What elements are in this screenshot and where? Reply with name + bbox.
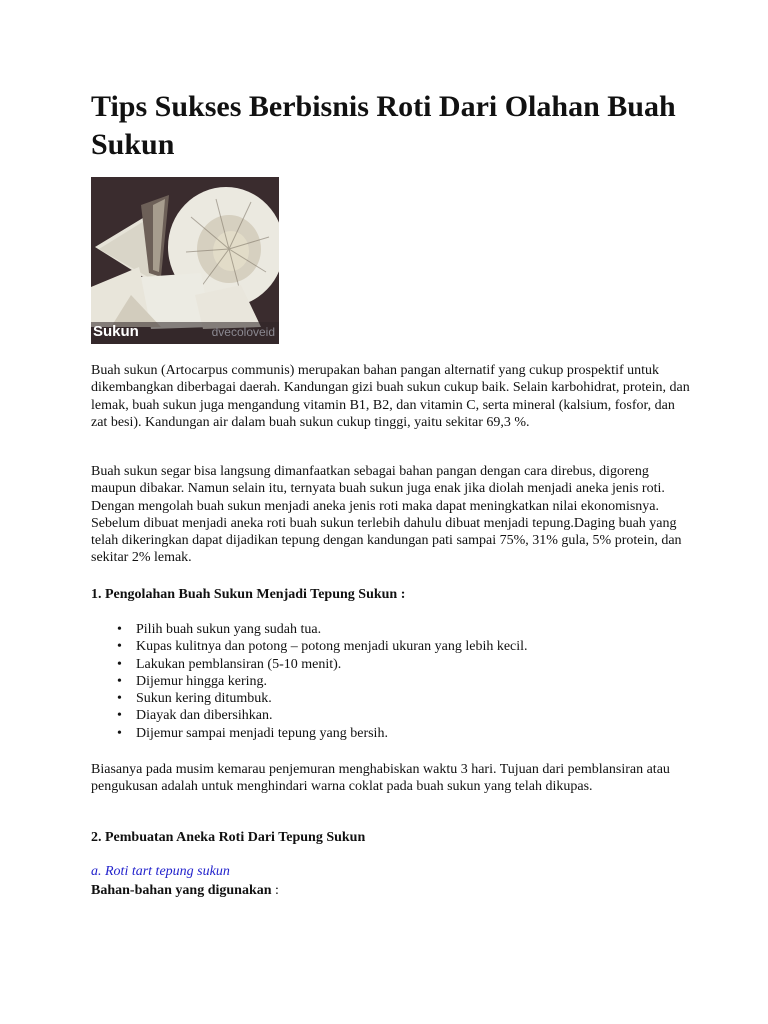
- paragraph-note: Biasanya pada musim kemarau penjemuran menghabiskan waktu 3 hari. Tujuan dari pemblansiran atau pengukusan adalah untuk menghindari warna coklat pada buah sukun yang telah dikupas.: [91, 762, 670, 795]
- steps-list: [91, 621, 691, 742]
- ingredients-label-line: [91, 883, 279, 899]
- ingredients-label: Bahan-bahan yang digunakan: [91, 883, 272, 898]
- list-item: • Pilih buah sukun yang sudah tua.: [91, 621, 691, 638]
- list-item: • Lakukan pemblansiran (5-10 menit).: [91, 656, 691, 673]
- breadfruit-illustration: [91, 177, 279, 344]
- image-caption: Sukun: [93, 323, 139, 340]
- paragraph-usage: Buah sukun segar bisa langsung dimanfaatkan sebagai bahan pangan dengan cara direbus, digoreng maupun dibakar. Namun selain itu, ternyata buah sukun juga enak jika diolah menjadi aneka jenis roti. Dengan mengolah buah sukun menjadi aneka jenis roti maka dapat meningkatkan nilai ekonomisnya. Sebelum dibuat menjadi aneka roti buah sukun terlebih dahulu dibuat menjadi tepung.Daging buah yang telah dikeringkan dapat dijadikan tepung dengan kandungan pati sampai 75%, 31% gula, 5% protein, dan sekitar 2% lemak.: [91, 464, 682, 566]
- section-heading-2: 2. Pembuatan Aneka Roti Dari Tepung Sukun: [91, 830, 366, 845]
- ingredients-colon: :: [271, 883, 279, 898]
- list-item: • Dijemur sampai menjadi tepung yang bersih.: [91, 725, 691, 742]
- page-title: Tips Sukses Berbisnis Roti Dari Olahan Buah Sukun: [91, 90, 676, 161]
- list-item: • Diayak dan dibersihkan.: [91, 707, 691, 724]
- list-item: • Dijemur hingga kering.: [91, 673, 691, 690]
- section-heading-1: 1. Pengolahan Buah Sukun Menjadi Tepung Sukun :: [91, 587, 406, 602]
- recipe-link[interactable]: a. Roti tart tepung sukun: [91, 864, 230, 879]
- image-watermark: dvecoloveid: [211, 325, 275, 339]
- list-item: • Kupas kulitnya dan potong – potong menjadi ukuran yang lebih kecil.: [91, 638, 691, 655]
- breadfruit-photo: [91, 177, 279, 344]
- list-item: • Sukun kering ditumbuk.: [91, 690, 691, 707]
- paragraph-intro: Buah sukun (Artocarpus communis) merupakan bahan pangan alternatif yang cukup prospektif untuk dikembangkan diberbagai daerah. Kandungan gizi buah sukun cukup baik. Selain karbohidrat, protein, dan lemak, buah sukun juga mengandung vitamin B1, B2, dan vitamin C, serta mineral (kalsium, fosfor, dan zat besi). Kandungan air dalam buah sukun cukup tinggi, yaitu sekitar 69,3 %.: [91, 363, 690, 430]
